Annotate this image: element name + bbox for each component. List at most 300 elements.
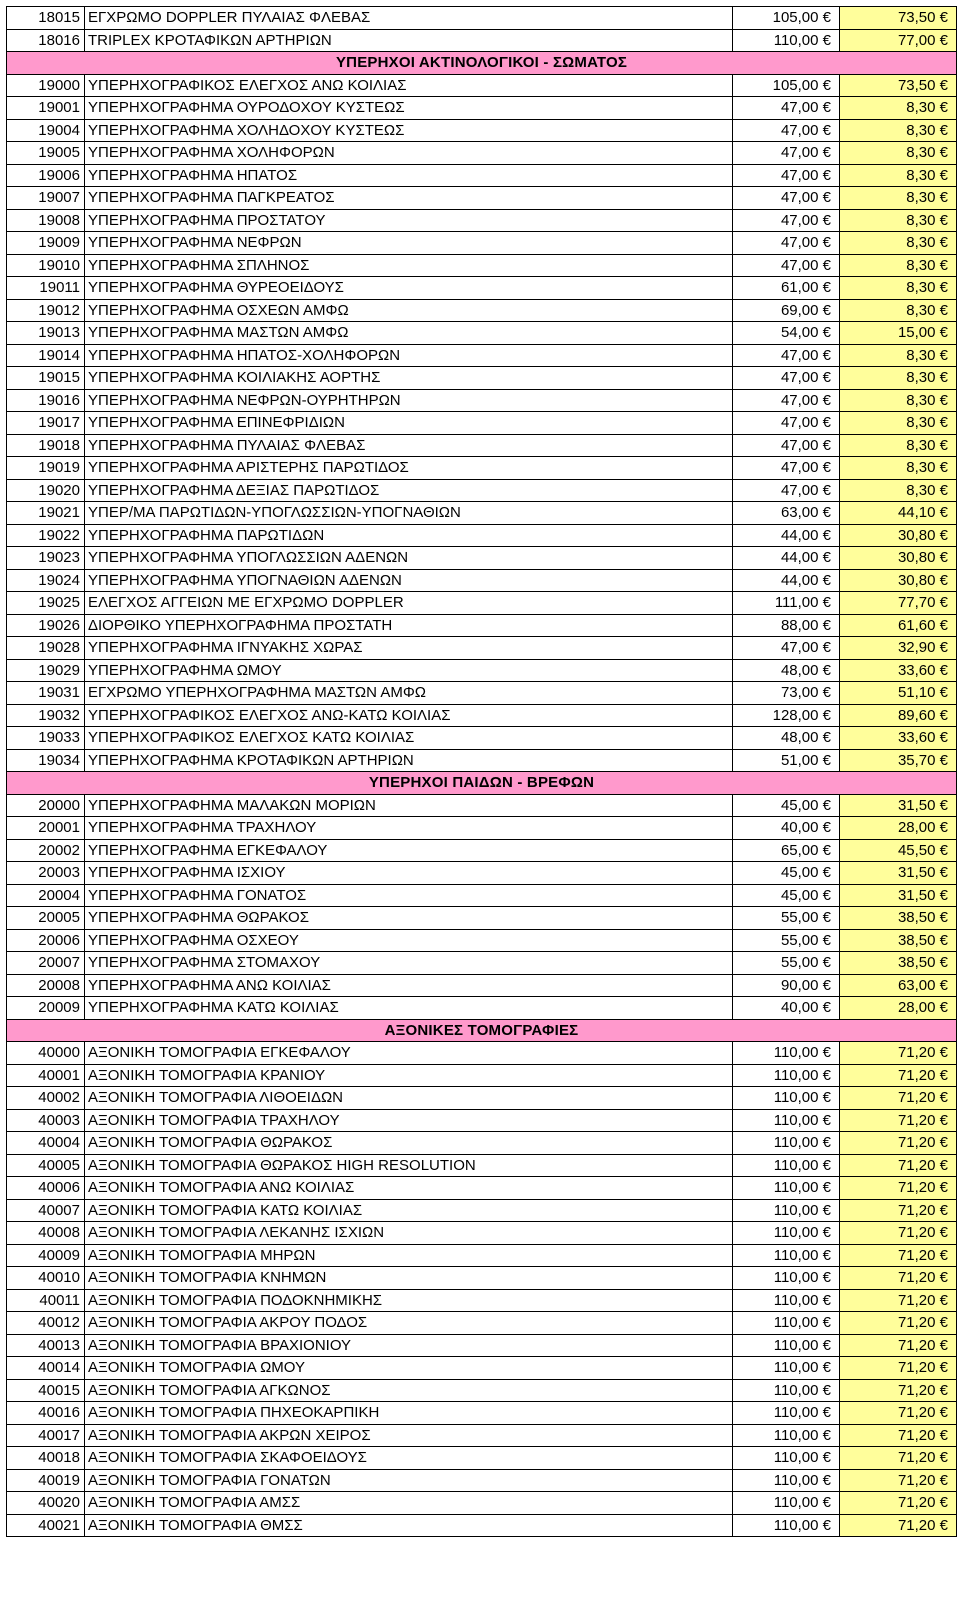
exam-name-cell: ΥΠΕΡΗΧΟΓΡΑΦΙΚΟΣ ΕΛΕΓΧΟΣ ΑΝΩ-ΚΑΤΩ ΚΟΙΛΙΑΣ — [85, 704, 733, 727]
discounted-price-cell: 45,50 € — [840, 839, 957, 862]
price-list-body — [7, 7, 957, 1537]
exam-name-cell: ΑΞΟΝΙΚΗ ΤΟΜΟΓΡΑΦΙΑ ΜΗΡΩΝ — [85, 1244, 733, 1267]
price-cell: 47,00 € — [733, 412, 840, 435]
price-cell: 48,00 € — [733, 727, 840, 750]
exam-code-cell: 40017 — [7, 1424, 85, 1447]
exam-code-cell: 19022 — [7, 524, 85, 547]
price-cell: 45,00 € — [733, 794, 840, 817]
exam-code-cell: 19028 — [7, 637, 85, 660]
table-row — [7, 1222, 957, 1245]
table-row — [7, 1267, 957, 1290]
exam-name-cell: ΑΞΟΝΙΚΗ ΤΟΜΟΓΡΑΦΙΑ ΚΝΗΜΩΝ — [85, 1267, 733, 1290]
price-list-table — [6, 6, 957, 1537]
exam-name-cell: ΥΠΕΡΗΧΟΓΡΑΦΗΜΑ ΔΕΞΙΑΣ ΠΑΡΩΤΙΔΟΣ — [85, 479, 733, 502]
exam-code-cell: 19001 — [7, 97, 85, 120]
discounted-price-cell: 71,20 € — [840, 1312, 957, 1335]
table-row — [7, 659, 957, 682]
price-cell: 47,00 € — [733, 254, 840, 277]
discounted-price-cell: 28,00 € — [840, 817, 957, 840]
table-row — [7, 1199, 957, 1222]
price-cell: 54,00 € — [733, 322, 840, 345]
table-row — [7, 367, 957, 390]
table-row — [7, 299, 957, 322]
price-cell: 55,00 € — [733, 952, 840, 975]
price-cell: 45,00 € — [733, 862, 840, 885]
discounted-price-cell: 71,20 € — [840, 1469, 957, 1492]
price-cell: 47,00 € — [733, 119, 840, 142]
discounted-price-cell: 71,20 € — [840, 1109, 957, 1132]
exam-code-cell: 20005 — [7, 907, 85, 930]
table-row — [7, 862, 957, 885]
exam-code-cell: 40008 — [7, 1222, 85, 1245]
price-cell: 47,00 € — [733, 164, 840, 187]
discounted-price-cell: 8,30 € — [840, 119, 957, 142]
price-cell: 44,00 € — [733, 524, 840, 547]
exam-code-cell: 19029 — [7, 659, 85, 682]
table-row — [7, 884, 957, 907]
price-cell: 47,00 € — [733, 457, 840, 480]
discounted-price-cell: 44,10 € — [840, 502, 957, 525]
price-cell: 110,00 € — [733, 1514, 840, 1537]
exam-code-cell: 19023 — [7, 547, 85, 570]
table-row — [7, 209, 957, 232]
exam-name-cell: ΥΠΕΡΗΧΟΓΡΑΦΗΜΑ ΟΣΧΕΩΝ ΑΜΦΩ — [85, 299, 733, 322]
discounted-price-cell: 71,20 € — [840, 1334, 957, 1357]
exam-code-cell: 19014 — [7, 344, 85, 367]
table-row — [7, 232, 957, 255]
exam-name-cell: ΑΞΟΝΙΚΗ ΤΟΜΟΓΡΑΦΙΑ ΚΑΤΩ ΚΟΙΛΙΑΣ — [85, 1199, 733, 1222]
discounted-price-cell: 71,20 € — [840, 1267, 957, 1290]
exam-name-cell: ΥΠΕΡΗΧΟΓΡΑΦΗΜΑ ΝΕΦΡΩΝ — [85, 232, 733, 255]
exam-name-cell: ΑΞΟΝΙΚΗ ΤΟΜΟΓΡΑΦΙΑ ΒΡΑΧΙΟΝΙΟΥ — [85, 1334, 733, 1357]
table-row — [7, 1492, 957, 1515]
exam-code-cell: 19015 — [7, 367, 85, 390]
exam-name-cell: ΥΠΕΡΗΧΟΓΡΑΦΗΜΑ ΠΥΛΑΙΑΣ ΦΛΕΒΑΣ — [85, 434, 733, 457]
table-row — [7, 119, 957, 142]
exam-code-cell: 19004 — [7, 119, 85, 142]
price-cell: 110,00 € — [733, 1042, 840, 1065]
discounted-price-cell: 35,70 € — [840, 749, 957, 772]
exam-name-cell: ΑΞΟΝΙΚΗ ΤΟΜΟΓΡΑΦΙΑ ΕΓΚΕΦΑΛΟΥ — [85, 1042, 733, 1065]
discounted-price-cell: 89,60 € — [840, 704, 957, 727]
price-cell: 63,00 € — [733, 502, 840, 525]
table-row — [7, 1312, 957, 1335]
table-row — [7, 1087, 957, 1110]
discounted-price-cell: 71,20 € — [840, 1447, 957, 1470]
table-row — [7, 997, 957, 1020]
exam-name-cell: ΑΞΟΝΙΚΗ ΤΟΜΟΓΡΑΦΙΑ ΛΕΚΑΝΗΣ ΙΣΧΙΩΝ — [85, 1222, 733, 1245]
exam-name-cell: ΔΙΟΡΘΙΚΟ ΥΠΕΡΗΧΟΓΡΑΦΗΜΑ ΠΡΟΣΤΑΤΗ — [85, 614, 733, 637]
discounted-price-cell: 8,30 € — [840, 299, 957, 322]
exam-code-cell: 19008 — [7, 209, 85, 232]
discounted-price-cell: 38,50 € — [840, 952, 957, 975]
discounted-price-cell: 73,50 € — [840, 74, 957, 97]
exam-name-cell: TRIPLEX ΚΡΟΤΑΦΙΚΩΝ ΑΡΤΗΡΙΩΝ — [85, 29, 733, 52]
exam-code-cell: 40000 — [7, 1042, 85, 1065]
exam-code-cell: 19020 — [7, 479, 85, 502]
exam-code-cell: 19006 — [7, 164, 85, 187]
discounted-price-cell: 8,30 € — [840, 277, 957, 300]
exam-name-cell: ΑΞΟΝΙΚΗ ΤΟΜΟΓΡΑΦΙΑ ΑΚΡΟΥ ΠΟΔΟΣ — [85, 1312, 733, 1335]
exam-code-cell: 40010 — [7, 1267, 85, 1290]
section-title: ΥΠΕΡΗΧΟΙ ΠΑΙΔΩΝ - ΒΡΕΦΩΝ — [7, 772, 957, 795]
table-row — [7, 457, 957, 480]
table-row — [7, 1357, 957, 1380]
table-row — [7, 1109, 957, 1132]
price-cell: 110,00 € — [733, 1267, 840, 1290]
price-cell: 47,00 € — [733, 142, 840, 165]
discounted-price-cell: 71,20 € — [840, 1087, 957, 1110]
discounted-price-cell: 71,20 € — [840, 1199, 957, 1222]
price-cell: 110,00 € — [733, 1132, 840, 1155]
exam-name-cell: ΥΠΕΡΗΧΟΓΡΑΦΗΜΑ ΠΑΓΚΡΕΑΤΟΣ — [85, 187, 733, 210]
exam-name-cell: ΥΠΕΡΗΧΟΓΡΑΦΗΜΑ ΧΟΛΗΦΟΡΩΝ — [85, 142, 733, 165]
table-row — [7, 682, 957, 705]
discounted-price-cell: 8,30 € — [840, 457, 957, 480]
exam-name-cell: ΕΛΕΓΧΟΣ ΑΓΓΕΙΩΝ ΜΕ ΕΓΧΡΩΜΟ DOPPLER — [85, 592, 733, 615]
exam-code-cell: 19025 — [7, 592, 85, 615]
discounted-price-cell: 38,50 € — [840, 907, 957, 930]
price-cell: 69,00 € — [733, 299, 840, 322]
price-cell: 48,00 € — [733, 659, 840, 682]
exam-name-cell: ΥΠΕΡΗΧΟΓΡΑΦΙΚΟΣ ΕΛΕΓΧΟΣ ΚΑΤΩ ΚΟΙΛΙΑΣ — [85, 727, 733, 750]
exam-name-cell: ΥΠΕΡΗΧΟΓΡΑΦΗΜΑ ΕΓΚΕΦΑΛΟΥ — [85, 839, 733, 862]
exam-code-cell: 20004 — [7, 884, 85, 907]
exam-name-cell: ΥΠΕΡΗΧΟΓΡΑΦΗΜΑ ΤΡΑΧΗΛΟΥ — [85, 817, 733, 840]
price-cell: 47,00 € — [733, 232, 840, 255]
section-header-row — [7, 52, 957, 75]
exam-code-cell: 40020 — [7, 1492, 85, 1515]
exam-name-cell: ΑΞΟΝΙΚΗ ΤΟΜΟΓΡΑΦΙΑ ΑΓΚΩΝΟΣ — [85, 1379, 733, 1402]
discounted-price-cell: 71,20 € — [840, 1379, 957, 1402]
price-cell: 47,00 € — [733, 367, 840, 390]
exam-name-cell: ΑΞΟΝΙΚΗ ΤΟΜΟΓΡΑΦΙΑ ΑΜΣΣ — [85, 1492, 733, 1515]
price-cell: 110,00 € — [733, 1379, 840, 1402]
discounted-price-cell: 8,30 € — [840, 164, 957, 187]
exam-name-cell: ΥΠΕΡΗΧΟΓΡΑΦΗΜΑ ΑΡΙΣΤΕΡΗΣ ΠΑΡΩΤΙΔΟΣ — [85, 457, 733, 480]
exam-name-cell: ΥΠΕΡΗΧΟΓΡΑΦΗΜΑ ΙΣΧΙΟΥ — [85, 862, 733, 885]
exam-name-cell: ΑΞΟΝΙΚΗ ΤΟΜΟΓΡΑΦΙΑ ΑΚΡΩΝ ΧΕΙΡΟΣ — [85, 1424, 733, 1447]
discounted-price-cell: 30,80 € — [840, 569, 957, 592]
exam-code-cell: 19010 — [7, 254, 85, 277]
price-cell: 65,00 € — [733, 839, 840, 862]
table-row — [7, 29, 957, 52]
table-row — [7, 502, 957, 525]
table-row — [7, 164, 957, 187]
table-row — [7, 142, 957, 165]
exam-name-cell: ΥΠΕΡΗΧΟΓΡΑΦΗΜΑ ΚΑΤΩ ΚΟΙΛΙΑΣ — [85, 997, 733, 1020]
exam-name-cell: ΕΓΧΡΩΜΟ ΥΠΕΡΗΧΟΓΡΑΦΗΜΑ ΜΑΣΤΩΝ ΑΜΦΩ — [85, 682, 733, 705]
table-row — [7, 974, 957, 997]
price-cell: 110,00 € — [733, 1447, 840, 1470]
table-row — [7, 1379, 957, 1402]
table-row — [7, 952, 957, 975]
table-row — [7, 907, 957, 930]
table-row — [7, 322, 957, 345]
table-row — [7, 1447, 957, 1470]
price-cell: 55,00 € — [733, 929, 840, 952]
table-row — [7, 479, 957, 502]
exam-name-cell: ΥΠΕΡΗΧΟΓΡΑΦΗΜΑ ΥΠΟΓΛΩΣΣΙΩΝ ΑΔΕΝΩΝ — [85, 547, 733, 570]
exam-name-cell: ΑΞΟΝΙΚΗ ΤΟΜΟΓΡΑΦΙΑ ΓΟΝΑΤΩΝ — [85, 1469, 733, 1492]
exam-code-cell: 19021 — [7, 502, 85, 525]
price-cell: 110,00 € — [733, 1424, 840, 1447]
price-cell: 110,00 € — [733, 1064, 840, 1087]
exam-code-cell: 40003 — [7, 1109, 85, 1132]
exam-name-cell: ΑΞΟΝΙΚΗ ΤΟΜΟΓΡΑΦΙΑ ΤΡΑΧΗΛΟΥ — [85, 1109, 733, 1132]
discounted-price-cell: 33,60 € — [840, 727, 957, 750]
price-cell: 47,00 € — [733, 479, 840, 502]
exam-code-cell: 18015 — [7, 7, 85, 30]
discounted-price-cell: 51,10 € — [840, 682, 957, 705]
exam-code-cell: 19024 — [7, 569, 85, 592]
price-cell: 110,00 € — [733, 1222, 840, 1245]
table-row — [7, 344, 957, 367]
discounted-price-cell: 71,20 € — [840, 1424, 957, 1447]
table-row — [7, 637, 957, 660]
exam-code-cell: 20006 — [7, 929, 85, 952]
exam-code-cell: 18016 — [7, 29, 85, 52]
table-row — [7, 1132, 957, 1155]
table-row — [7, 839, 957, 862]
discounted-price-cell: 71,20 € — [840, 1064, 957, 1087]
discounted-price-cell: 77,70 € — [840, 592, 957, 615]
discounted-price-cell: 71,20 € — [840, 1177, 957, 1200]
exam-name-cell: ΑΞΟΝΙΚΗ ΤΟΜΟΓΡΑΦΙΑ ΘΩΡΑΚΟΣ — [85, 1132, 733, 1155]
exam-name-cell: ΥΠΕΡΗΧΟΓΡΑΦΗΜΑ ΑΝΩ ΚΟΙΛΙΑΣ — [85, 974, 733, 997]
discounted-price-cell: 31,50 € — [840, 884, 957, 907]
exam-code-cell: 40009 — [7, 1244, 85, 1267]
price-cell: 111,00 € — [733, 592, 840, 615]
exam-code-cell: 19019 — [7, 457, 85, 480]
discounted-price-cell: 8,30 € — [840, 209, 957, 232]
discounted-price-cell: 8,30 € — [840, 254, 957, 277]
price-cell: 110,00 € — [733, 1289, 840, 1312]
exam-name-cell: ΥΠΕΡΗΧΟΓΡΑΦΗΜΑ ΜΑΣΤΩΝ ΑΜΦΩ — [85, 322, 733, 345]
table-row — [7, 1424, 957, 1447]
exam-name-cell: ΑΞΟΝΙΚΗ ΤΟΜΟΓΡΑΦΙΑ ΠΟΔΟΚΝΗΜΙΚΗΣ — [85, 1289, 733, 1312]
price-cell: 110,00 € — [733, 1334, 840, 1357]
exam-name-cell: ΥΠΕΡΗΧΟΓΡΑΦΗΜΑ ΣΤΟΜΑΧΟΥ — [85, 952, 733, 975]
discounted-price-cell: 71,20 € — [840, 1244, 957, 1267]
table-row — [7, 97, 957, 120]
price-cell: 47,00 € — [733, 97, 840, 120]
exam-code-cell: 20001 — [7, 817, 85, 840]
table-row — [7, 187, 957, 210]
price-cell: 110,00 € — [733, 1177, 840, 1200]
discounted-price-cell: 8,30 € — [840, 479, 957, 502]
exam-code-cell: 20007 — [7, 952, 85, 975]
exam-name-cell: ΑΞΟΝΙΚΗ ΤΟΜΟΓΡΑΦΙΑ ΛΙΘΟΕΙΔΩΝ — [85, 1087, 733, 1110]
price-cell: 105,00 € — [733, 7, 840, 30]
exam-code-cell: 40015 — [7, 1379, 85, 1402]
price-cell: 40,00 € — [733, 817, 840, 840]
section-header-row — [7, 1019, 957, 1042]
exam-name-cell: ΑΞΟΝΙΚΗ ΤΟΜΟΓΡΑΦΙΑ ΠΗΧΕΟΚΑΡΠΙΚΗ — [85, 1402, 733, 1425]
discounted-price-cell: 15,00 € — [840, 322, 957, 345]
exam-code-cell: 19026 — [7, 614, 85, 637]
table-row — [7, 794, 957, 817]
table-row — [7, 1402, 957, 1425]
price-cell: 44,00 € — [733, 547, 840, 570]
exam-code-cell: 19031 — [7, 682, 85, 705]
discounted-price-cell: 8,30 € — [840, 389, 957, 412]
discounted-price-cell: 71,20 € — [840, 1289, 957, 1312]
discounted-price-cell: 71,20 € — [840, 1492, 957, 1515]
exam-code-cell: 19011 — [7, 277, 85, 300]
price-cell: 110,00 € — [733, 1402, 840, 1425]
exam-name-cell: ΑΞΟΝΙΚΗ ΤΟΜΟΓΡΑΦΙΑ ΘΜΣΣ — [85, 1514, 733, 1537]
exam-name-cell: ΥΠΕΡΗΧΟΓΡΑΦΗΜΑ ΟΥΡΟΔΟΧΟΥ ΚΥΣΤΕΩΣ — [85, 97, 733, 120]
price-cell: 51,00 € — [733, 749, 840, 772]
table-row — [7, 254, 957, 277]
exam-name-cell: ΥΠΕΡΗΧΟΓΡΑΦΗΜΑ ΘΩΡΑΚΟΣ — [85, 907, 733, 930]
exam-code-cell: 20009 — [7, 997, 85, 1020]
price-cell: 61,00 € — [733, 277, 840, 300]
exam-name-cell: ΥΠΕΡΗΧΟΓΡΑΦΗΜΑ ΘΥΡΕΟΕΙΔΟΥΣ — [85, 277, 733, 300]
discounted-price-cell: 8,30 € — [840, 434, 957, 457]
exam-name-cell: ΥΠΕΡΗΧΟΓΡΑΦΗΜΑ ΟΣΧΕΟΥ — [85, 929, 733, 952]
discounted-price-cell: 8,30 € — [840, 344, 957, 367]
exam-name-cell: ΥΠΕΡΗΧΟΓΡΑΦΗΜΑ ΕΠΙΝΕΦΡΙΔΙΩΝ — [85, 412, 733, 435]
price-cell: 105,00 € — [733, 74, 840, 97]
table-row — [7, 7, 957, 30]
discounted-price-cell: 31,50 € — [840, 794, 957, 817]
exam-code-cell: 19016 — [7, 389, 85, 412]
price-cell: 90,00 € — [733, 974, 840, 997]
table-row — [7, 1514, 957, 1537]
exam-name-cell: ΥΠΕΡΗΧΟΓΡΑΦΗΜΑ ΗΠΑΤΟΣ-ΧΟΛΗΦΟΡΩΝ — [85, 344, 733, 367]
discounted-price-cell: 32,90 € — [840, 637, 957, 660]
table-row — [7, 749, 957, 772]
discounted-price-cell: 61,60 € — [840, 614, 957, 637]
exam-name-cell: ΥΠΕΡΗΧΟΓΡΑΦΗΜΑ ΧΟΛΗΔΟΧΟΥ ΚΥΣΤΕΩΣ — [85, 119, 733, 142]
table-row — [7, 1289, 957, 1312]
exam-name-cell: ΥΠΕΡΗΧΟΓΡΑΦΗΜΑ ΠΡΟΣΤΑΤΟΥ — [85, 209, 733, 232]
exam-code-cell: 40016 — [7, 1402, 85, 1425]
exam-code-cell: 20002 — [7, 839, 85, 862]
table-row — [7, 704, 957, 727]
section-title: ΥΠΕΡΗΧΟΙ ΑΚΤΙΝΟΛΟΓΙΚΟΙ - ΣΩΜΑΤΟΣ — [7, 52, 957, 75]
exam-code-cell: 19007 — [7, 187, 85, 210]
table-row — [7, 389, 957, 412]
exam-name-cell: ΥΠΕΡΗΧΟΓΡΑΦΗΜΑ ΓΟΝΑΤΟΣ — [85, 884, 733, 907]
discounted-price-cell: 77,00 € — [840, 29, 957, 52]
exam-code-cell: 19009 — [7, 232, 85, 255]
exam-code-cell: 40002 — [7, 1087, 85, 1110]
exam-code-cell: 40021 — [7, 1514, 85, 1537]
exam-code-cell: 40001 — [7, 1064, 85, 1087]
exam-name-cell: ΥΠΕΡΗΧΟΓΡΑΦΗΜΑ ΚΟΙΛΙΑΚΗΣ ΑΟΡΤΗΣ — [85, 367, 733, 390]
discounted-price-cell: 8,30 € — [840, 187, 957, 210]
discounted-price-cell: 63,00 € — [840, 974, 957, 997]
table-row — [7, 817, 957, 840]
exam-code-cell: 19017 — [7, 412, 85, 435]
exam-name-cell: ΕΓΧΡΩΜΟ DOPPLER ΠΥΛΑΙΑΣ ΦΛΕΒΑΣ — [85, 7, 733, 30]
discounted-price-cell: 73,50 € — [840, 7, 957, 30]
price-cell: 110,00 € — [733, 29, 840, 52]
table-row — [7, 1334, 957, 1357]
price-cell: 47,00 € — [733, 344, 840, 367]
exam-name-cell: ΥΠΕΡ/ΜΑ ΠΑΡΩΤΙΔΩΝ-ΥΠΟΓΛΩΣΣΙΩΝ-ΥΠΟΓΝΑΘΙΩΝ — [85, 502, 733, 525]
exam-name-cell: ΥΠΕΡΗΧΟΓΡΑΦΗΜΑ ΣΠΛΗΝΟΣ — [85, 254, 733, 277]
table-row — [7, 1177, 957, 1200]
price-cell: 88,00 € — [733, 614, 840, 637]
price-cell: 110,00 € — [733, 1087, 840, 1110]
table-row — [7, 74, 957, 97]
price-cell: 44,00 € — [733, 569, 840, 592]
discounted-price-cell: 30,80 € — [840, 524, 957, 547]
table-row — [7, 1154, 957, 1177]
exam-name-cell: ΥΠΕΡΗΧΟΓΡΑΦΗΜΑ ΩΜΟΥ — [85, 659, 733, 682]
exam-name-cell: ΑΞΟΝΙΚΗ ΤΟΜΟΓΡΑΦΙΑ ΚΡΑΝΙΟΥ — [85, 1064, 733, 1087]
price-cell: 110,00 € — [733, 1357, 840, 1380]
table-row — [7, 929, 957, 952]
exam-code-cell: 19012 — [7, 299, 85, 322]
discounted-price-cell: 8,30 € — [840, 142, 957, 165]
exam-code-cell: 40018 — [7, 1447, 85, 1470]
exam-code-cell: 40012 — [7, 1312, 85, 1335]
price-cell: 55,00 € — [733, 907, 840, 930]
discounted-price-cell: 8,30 € — [840, 97, 957, 120]
exam-name-cell: ΑΞΟΝΙΚΗ ΤΟΜΟΓΡΑΦΙΑ ΣΚΑΦΟΕΙΔΟΥΣ — [85, 1447, 733, 1470]
price-cell: 110,00 € — [733, 1469, 840, 1492]
discounted-price-cell: 38,50 € — [840, 929, 957, 952]
discounted-price-cell: 8,30 € — [840, 412, 957, 435]
price-cell: 47,00 € — [733, 209, 840, 232]
price-cell: 47,00 € — [733, 434, 840, 457]
exam-code-cell: 19032 — [7, 704, 85, 727]
exam-code-cell: 40007 — [7, 1199, 85, 1222]
table-row — [7, 727, 957, 750]
table-row — [7, 434, 957, 457]
price-cell: 110,00 € — [733, 1154, 840, 1177]
exam-code-cell: 40019 — [7, 1469, 85, 1492]
exam-code-cell: 20008 — [7, 974, 85, 997]
exam-code-cell: 40013 — [7, 1334, 85, 1357]
exam-code-cell: 40004 — [7, 1132, 85, 1155]
exam-name-cell: ΥΠΕΡΗΧΟΓΡΑΦΗΜΑ ΥΠΟΓΝΑΘΙΩΝ ΑΔΕΝΩΝ — [85, 569, 733, 592]
table-row — [7, 547, 957, 570]
discounted-price-cell: 31,50 € — [840, 862, 957, 885]
exam-code-cell: 40006 — [7, 1177, 85, 1200]
exam-code-cell: 40014 — [7, 1357, 85, 1380]
table-row — [7, 1064, 957, 1087]
discounted-price-cell: 33,60 € — [840, 659, 957, 682]
exam-name-cell: ΥΠΕΡΗΧΟΓΡΑΦΗΜΑ ΝΕΦΡΩΝ-ΟΥΡΗΤΗΡΩΝ — [85, 389, 733, 412]
table-row — [7, 1244, 957, 1267]
table-row — [7, 592, 957, 615]
exam-code-cell: 19013 — [7, 322, 85, 345]
discounted-price-cell: 28,00 € — [840, 997, 957, 1020]
discounted-price-cell: 30,80 € — [840, 547, 957, 570]
exam-name-cell: ΥΠΕΡΗΧΟΓΡΑΦΙΚΟΣ ΕΛΕΓΧΟΣ ΑΝΩ ΚΟΙΛΙΑΣ — [85, 74, 733, 97]
table-row — [7, 614, 957, 637]
price-cell: 47,00 € — [733, 637, 840, 660]
exam-code-cell: 20003 — [7, 862, 85, 885]
price-cell: 47,00 € — [733, 389, 840, 412]
price-cell: 73,00 € — [733, 682, 840, 705]
discounted-price-cell: 8,30 € — [840, 232, 957, 255]
price-cell: 110,00 € — [733, 1244, 840, 1267]
exam-name-cell: ΑΞΟΝΙΚΗ ΤΟΜΟΓΡΑΦΙΑ ΩΜΟΥ — [85, 1357, 733, 1380]
discounted-price-cell: 71,20 € — [840, 1154, 957, 1177]
exam-code-cell: 40011 — [7, 1289, 85, 1312]
discounted-price-cell: 8,30 € — [840, 367, 957, 390]
exam-name-cell: ΑΞΟΝΙΚΗ ΤΟΜΟΓΡΑΦΙΑ ΑΝΩ ΚΟΙΛΙΑΣ — [85, 1177, 733, 1200]
table-row — [7, 412, 957, 435]
price-cell: 110,00 € — [733, 1492, 840, 1515]
